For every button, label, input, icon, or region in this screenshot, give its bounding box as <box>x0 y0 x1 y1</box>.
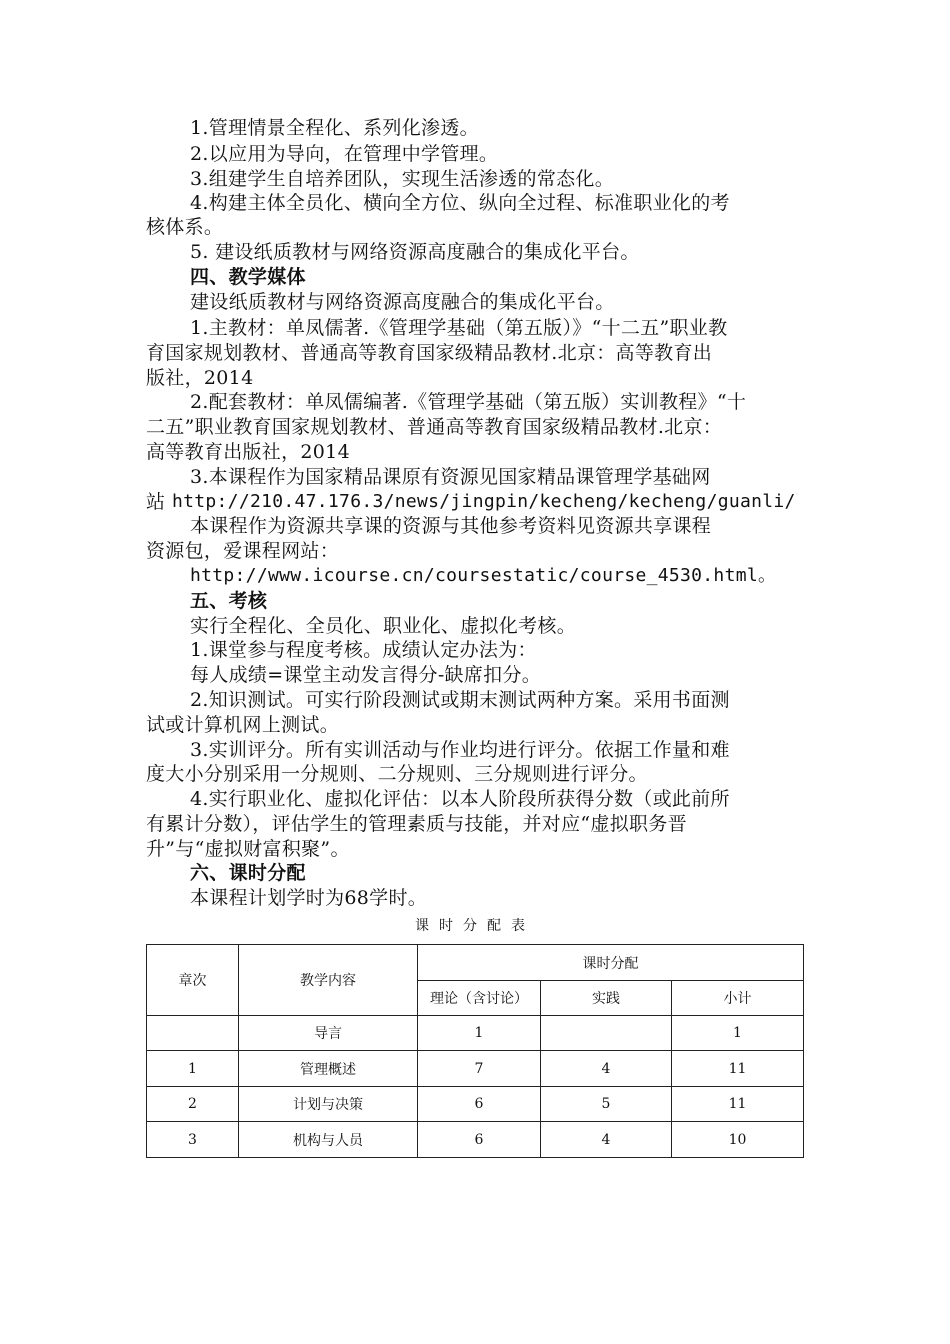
cell-practice <box>541 1016 672 1051</box>
cell-chapter <box>147 1016 239 1051</box>
text-line: 每人成绩=课堂主动发言得分-缺席扣分。 <box>190 664 542 686</box>
text-line: 育国家规划教材、普通高等教育国家级精品教材.北京：高等教育出 <box>146 342 713 364</box>
text-line: 1.主教材：单凤儒著.《管理学基础（第五版）》“十二五”职业教 <box>190 317 728 339</box>
text-line: 升”与“虚拟财富积聚”。 <box>146 838 350 860</box>
cell-subtotal: 1 <box>672 1016 804 1051</box>
text-line: 3.组建学生自培养团队，实现生活渗透的常态化。 <box>190 168 615 190</box>
cell-practice: 5 <box>541 1087 672 1122</box>
text-line: 2.知识测试。可实行阶段测试或期末测试两种方案。采用书面测 <box>190 689 730 711</box>
cell-chapter: 1 <box>147 1051 239 1087</box>
text-line: 1.管理情景全程化、系列化渗透。 <box>190 117 479 139</box>
cell-subtotal: 10 <box>672 1122 804 1158</box>
cell-content: 机构与人员 <box>239 1122 418 1158</box>
text-line: 2.配套教材：单凤儒编著.《管理学基础（第五版）实训教程》“十 <box>190 391 747 413</box>
text-line: 度大小分别采用一分规则、二分规则、三分规则进行评分。 <box>146 763 648 785</box>
section-heading: 五、考核 <box>190 590 268 612</box>
cell-chapter: 2 <box>147 1087 239 1122</box>
table-row <box>147 1016 804 1051</box>
table-row <box>147 1051 804 1087</box>
text-line: 二五”职业教育国家规划教材、普通高等教育国家级精品教材.北京： <box>146 416 723 438</box>
text-line: 3.本课程作为国家精品课原有资源见国家精品课管理学基础网 <box>190 466 711 488</box>
cell-theory: 1 <box>418 1016 541 1051</box>
text-line: 4.构建主体全员化、横向全方位、纵向全过程、标准职业化的考 <box>190 192 730 214</box>
url-text: http://210.47.176.3/news/jingpin/kecheng/kecheng/guanli/ <box>172 491 796 512</box>
text-line: 4.实行职业化、虚拟化评估：以本人阶段所获得分数（或此前所 <box>190 788 730 810</box>
text-line: 版社，2014 <box>146 367 254 389</box>
text-line: 2.以应用为导向，在管理中学管理。 <box>190 143 499 165</box>
text-line: 核体系。 <box>146 216 224 238</box>
header-chapter: 章次 <box>147 945 239 1016</box>
table-caption: 课时分配表 <box>415 918 535 934</box>
cell-theory: 6 <box>418 1087 541 1122</box>
cell-practice: 4 <box>541 1122 672 1158</box>
cell-content: 导言 <box>239 1016 418 1051</box>
header-allocation: 课时分配 <box>418 945 804 981</box>
text-line: 实行全程化、全员化、职业化、虚拟化考核。 <box>190 615 577 637</box>
header-practice: 实践 <box>541 981 672 1016</box>
header-content: 教学内容 <box>239 945 418 1016</box>
cell-theory: 6 <box>418 1122 541 1158</box>
text-line: 本课程作为资源共享课的资源与其他参考资料见资源共享课程 <box>190 515 712 537</box>
text-line: 站 <box>146 491 166 513</box>
table-row <box>147 1122 804 1158</box>
section-heading: 四、教学媒体 <box>190 266 306 288</box>
cell-subtotal: 11 <box>672 1051 804 1087</box>
cell-subtotal: 11 <box>672 1087 804 1122</box>
hours-allocation-table <box>146 944 804 1158</box>
cell-theory: 7 <box>418 1051 541 1087</box>
cell-practice: 4 <box>541 1051 672 1087</box>
text-line: 3.实训评分。所有实训活动与作业均进行评分。依据工作量和难 <box>190 739 730 761</box>
text-line: 高等教育出版社，2014 <box>146 441 350 463</box>
cell-content: 计划与决策 <box>239 1087 418 1122</box>
text-line: 有累计分数），评估学生的管理素质与技能，并对应“虚拟职务晋 <box>146 813 687 835</box>
cell-chapter: 3 <box>147 1122 239 1158</box>
text-line: 试或计算机网上测试。 <box>146 714 340 736</box>
cell-content: 管理概述 <box>239 1051 418 1087</box>
header-theory: 理论（含讨论） <box>418 981 541 1016</box>
text-line: 本课程计划学时为68学时。 <box>190 887 428 909</box>
header-subtotal: 小计 <box>672 981 804 1016</box>
section-heading: 六、课时分配 <box>190 862 306 884</box>
url-text: http://www.icourse.cn/coursestatic/course_4530.html。 <box>190 565 777 586</box>
text-line: 5. 建设纸质教材与网络资源高度融合的集成化平台。 <box>190 241 640 263</box>
text-line: 资源包，爱课程网站： <box>146 540 340 562</box>
text-line: 1.课堂参与程度考核。成绩认定办法为： <box>190 639 537 661</box>
table-row <box>147 1087 804 1122</box>
text-line: 建设纸质教材与网络资源高度融合的集成化平台。 <box>190 291 615 313</box>
